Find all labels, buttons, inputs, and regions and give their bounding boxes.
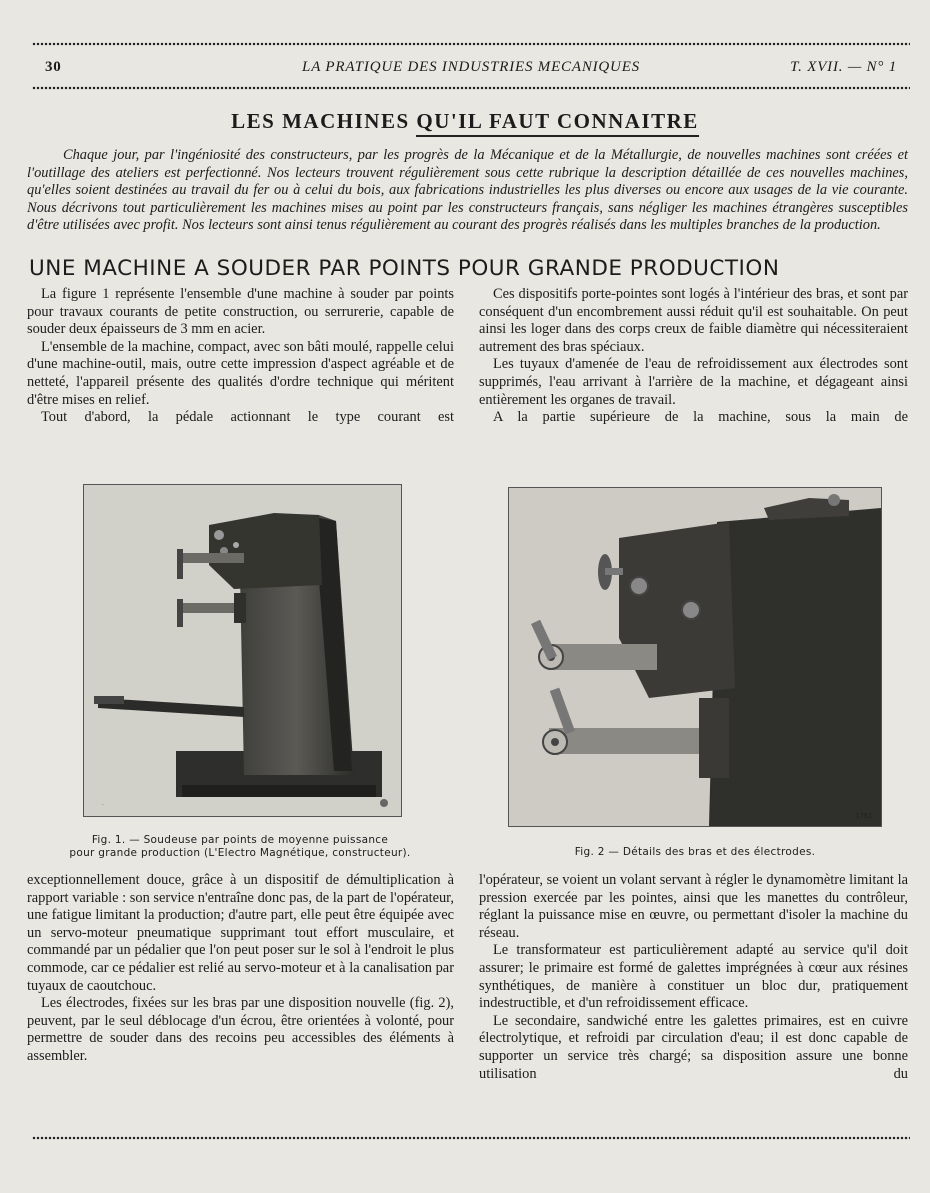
caption-line: pour grande production (L'Electro Magnétique, constructeur). xyxy=(69,847,411,859)
paragraph: La figure 1 représente l'ensemble d'une machine à souder par points pour travaux courants de petite construction, ou serrurerie, capable de souder deux épaisseurs de 3 mm en acier. xyxy=(27,286,454,338)
welding-machine-illustration xyxy=(84,485,401,816)
paragraph: Les tuyaux d'amenée de l'eau de refroidissement aux électrodes sont supprimés, l'eau arrivant à l'arrière de la machine, et dégageant ainsi entièrement les organes de travail. xyxy=(479,356,908,408)
paragraph: l'opérateur, se voient un volant servant à régler le dynamomètre limitant la pression exercée par les pointes, ainsi que les manettes du contrôleur, réglant la puissance mise en œuvre, ou permettant d'isoler la machine du réseau. xyxy=(479,872,908,941)
figure-2-photo xyxy=(508,487,882,827)
volume-issue: T. XVII. — N° 1 xyxy=(790,59,897,75)
paragraph: L'ensemble de la machine, compact, avec son bâti moulé, rappelle celui d'une machine-outil, mais, outre cette impression d'aspect agréable et de netteté, l'appareil présente des qualités d'ordre technique qui méritent d'être mises en relief. xyxy=(27,338,454,408)
paragraph: Ces dispositifs porte-pointes sont logés à l'intérieur des bras, et sont par conséquent d'un encombrement aussi réduit qu'il est souhaitable. On peut ainsi les loger dans des corps creux de faible diamètre qui nécessiteraient autrement des bras spéciaux. xyxy=(479,286,908,355)
paragraph: Tout d'abord, la pédale actionnant le type courant est xyxy=(41,409,454,426)
section-intro: Chaque jour, par l'ingéniosité des constructeurs, par les progrès de la Mécanique et de la Métallurgie, de nouvelles machines sont créées et l'outillage des ateliers est perfectionné. Nos lecteurs trouvent régulièrement sous cette rubrique la description détaillée de ces nouvelles machines, qu'elles soient destinées au travail du fer ou à celui du bois, aux fabrications industrielles les plus diverses ou encore aux usages de la vie courante. Nous décrivons tout particulièrement les machines mises au point par les constructeurs français, sans négliger les machines étrangères susceptibles d'être utilisées avec profit. Nos lecteurs sont ainsi tenus régulièrement au courant des progrès réalisés dans les multiples branches de la production. xyxy=(27,147,908,233)
running-title: LA PRATIQUE DES INDUSTRIES MECANIQUES xyxy=(302,59,640,75)
column-top-right xyxy=(479,286,908,427)
figure-2-caption: Fig. 2 — Détails des bras et des électrodes. xyxy=(574,846,816,858)
page-number: 30 xyxy=(45,59,62,75)
paragraph: Le secondaire, sandwiché entre les galettes primaires, est en cuivre électrolytique, et refroidi par circulation d'eau; il est donc capable de supporter un service très chargé; sa disposition assure une bonne utilisation du xyxy=(479,1012,908,1082)
section-title-part2: QU'IL FAUT CONNAITRE xyxy=(416,109,698,137)
electrode-detail-illustration xyxy=(509,488,881,826)
figure-1-photo xyxy=(83,484,402,817)
plate-number: 1761 xyxy=(855,812,873,820)
column-bottom-left xyxy=(27,872,454,1066)
paragraph: Le transformateur est particulièrement adapté au service qu'il doit assurer; le primaire est formé de galettes imprégnées à cœur aux résines synthétiques, de manière à constituer un bloc dur, pratiquement indestructible, et d'un refroidissement efficace. xyxy=(479,942,908,1012)
caption-line: Fig. 1. — Soudeuse par points de moyenne puissance xyxy=(91,834,389,846)
article-title: UNE MACHINE A SOUDER PAR POINTS POUR GRANDE PRODUCTION xyxy=(29,256,780,281)
column-top-left xyxy=(27,286,454,427)
section-title xyxy=(0,109,930,134)
figure-1-caption xyxy=(30,834,450,860)
bottom-rule xyxy=(32,1136,910,1140)
page-header xyxy=(45,59,897,77)
paragraph: exceptionnellement douce, grâce à un dispositif de démultiplication à rapport variable : son service n'entraîne donc pas, de la part de l'opérateur, une fatigue limitant la production; d'autre part, elle peut être équipée avec un servo-moteur pneumatique supprimant tout effort musculaire, et commandé par un pédalier que l'on peut poser sur le sol à l'endroit le plus commode, car ce pédalier est relié au servo-moteur et à la canalisation par tuyaux de caoutchouc. xyxy=(27,872,454,994)
paragraph: A la partie supérieure de la machine, sous la main de xyxy=(493,409,908,426)
section-title-part1: LES MACHINES xyxy=(231,109,410,133)
header-rule xyxy=(32,86,910,90)
paragraph: Les électrodes, fixées sur les bras par une disposition nouvelle (fig. 2), peuvent, par le seul déblocage d'un écrou, être orientées à volonté, pour permettre de souder dans des recoins peu accessibles des éléments à assembler. xyxy=(27,995,454,1064)
column-bottom-right xyxy=(479,872,908,1083)
top-rule xyxy=(32,42,910,46)
svg-text:.: . xyxy=(102,800,104,807)
